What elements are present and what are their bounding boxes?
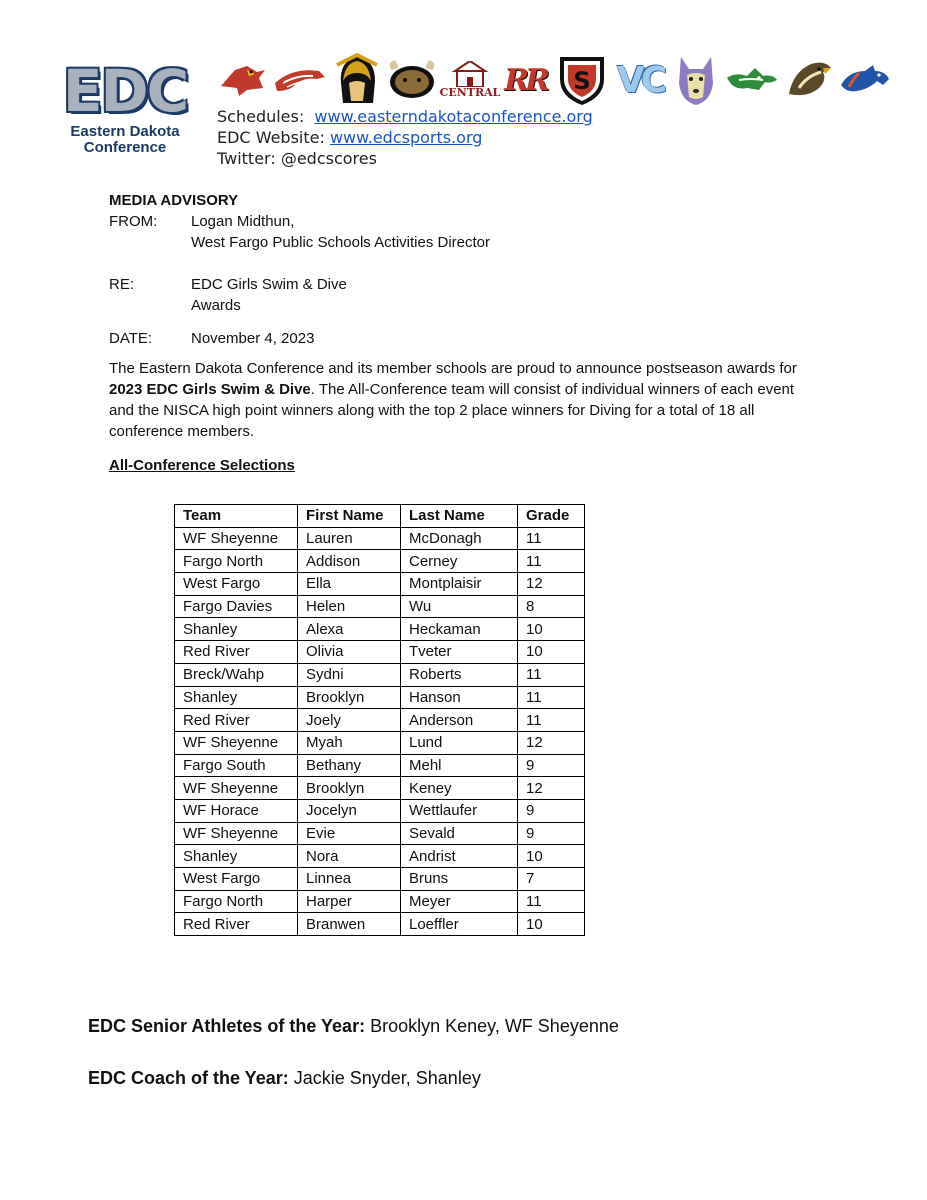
bulldog-icon bbox=[724, 52, 780, 108]
cell-first-name: Sydni bbox=[298, 663, 401, 686]
header-last-name: Last Name bbox=[401, 505, 518, 528]
cell-team: West Fargo bbox=[175, 573, 298, 596]
cell-grade: 9 bbox=[518, 822, 585, 845]
schedules-label: Schedules: bbox=[217, 107, 305, 126]
table-row bbox=[175, 595, 585, 618]
re-line2: Awards bbox=[191, 297, 241, 314]
cell-last-name: Wettlaufer bbox=[401, 799, 518, 822]
all-conference-table bbox=[174, 504, 585, 936]
cell-first-name: Nora bbox=[298, 845, 401, 868]
header-grade: Grade bbox=[518, 505, 585, 528]
contact-info bbox=[217, 106, 593, 169]
cell-team: WF Sheyenne bbox=[175, 777, 298, 800]
husky-icon bbox=[670, 52, 722, 108]
table-row bbox=[175, 868, 585, 891]
cell-first-name: Ella bbox=[298, 573, 401, 596]
cell-team: WF Horace bbox=[175, 799, 298, 822]
from-name: Logan Midthun, bbox=[191, 213, 295, 230]
table-row bbox=[175, 777, 585, 800]
paragraph-text-1: The Eastern Dakota Conference and its member schools are proud to announce postseason awards for bbox=[109, 360, 797, 377]
table-row bbox=[175, 527, 585, 550]
cell-grade: 10 bbox=[518, 618, 585, 641]
vc-logo-text: VC bbox=[616, 59, 664, 101]
date-value: November 4, 2023 bbox=[191, 330, 315, 347]
red-cardinal-icon bbox=[216, 52, 268, 108]
table-row bbox=[175, 731, 585, 754]
table-row bbox=[175, 618, 585, 641]
central-logo-text: CENTRAL bbox=[439, 86, 501, 99]
cell-last-name: Keney bbox=[401, 777, 518, 800]
table-row bbox=[175, 890, 585, 913]
senior-award-label: EDC Senior Athletes of the Year: bbox=[88, 1016, 366, 1036]
cell-last-name: Bruns bbox=[401, 868, 518, 891]
cell-grade: 12 bbox=[518, 573, 585, 596]
cell-grade: 11 bbox=[518, 890, 585, 913]
table-row bbox=[175, 573, 585, 596]
website-link[interactable]: www.edcsports.org bbox=[329, 128, 483, 147]
logo-name-line2: Conference bbox=[83, 139, 167, 156]
table-row bbox=[175, 799, 585, 822]
spartan-helmet-icon bbox=[332, 52, 382, 108]
cell-grade: 10 bbox=[518, 913, 585, 936]
shield-s-letter: S bbox=[573, 67, 591, 95]
cell-first-name: Helen bbox=[298, 595, 401, 618]
cell-team: Fargo North bbox=[175, 890, 298, 913]
schedules-link[interactable]: www.easterndakotaconference.org bbox=[314, 107, 593, 126]
logo-name-line1: Eastern Dakota bbox=[70, 123, 180, 140]
bison-icon bbox=[384, 52, 440, 108]
header-team: Team bbox=[175, 505, 298, 528]
header-first-name: First Name bbox=[298, 505, 401, 528]
re-label: RE: bbox=[109, 276, 135, 293]
re-row bbox=[109, 274, 819, 316]
cell-team: WF Sheyenne bbox=[175, 527, 298, 550]
falcon-icon bbox=[782, 52, 836, 108]
cell-team: Fargo North bbox=[175, 550, 298, 573]
edc-logo bbox=[50, 57, 200, 156]
table-row bbox=[175, 641, 585, 664]
cell-team: Red River bbox=[175, 709, 298, 732]
eagle-head-icon bbox=[272, 52, 328, 108]
cell-first-name: Brooklyn bbox=[298, 777, 401, 800]
cell-last-name: Lund bbox=[401, 731, 518, 754]
website-line bbox=[217, 127, 593, 148]
shield-s-icon bbox=[554, 52, 610, 108]
table-row bbox=[175, 686, 585, 709]
section-title: All-Conference Selections bbox=[109, 457, 295, 474]
cell-grade: 11 bbox=[518, 709, 585, 732]
website-label: EDC Website: bbox=[217, 128, 325, 147]
senior-athlete-award bbox=[88, 1016, 619, 1037]
senior-award-value: Brooklyn Keney, WF Sheyenne bbox=[365, 1016, 619, 1036]
from-label: FROM: bbox=[109, 213, 158, 230]
cell-grade: 11 bbox=[518, 686, 585, 709]
cell-team: WF Sheyenne bbox=[175, 822, 298, 845]
re-line1: EDC Girls Swim & Dive bbox=[191, 276, 347, 293]
announcement-paragraph bbox=[109, 358, 819, 442]
cell-team: Fargo Davies bbox=[175, 595, 298, 618]
advisory-title: MEDIA ADVISORY bbox=[109, 192, 239, 209]
table-row bbox=[175, 754, 585, 777]
date-label: DATE: bbox=[109, 330, 153, 347]
cell-last-name: Sevald bbox=[401, 822, 518, 845]
cell-first-name: Addison bbox=[298, 550, 401, 573]
cell-team: Red River bbox=[175, 913, 298, 936]
cell-last-name: Cerney bbox=[401, 550, 518, 573]
central-logo-icon bbox=[439, 52, 501, 108]
table-row bbox=[175, 913, 585, 936]
paragraph-text-2: . The All-Conference team will consist of individual winners of each event and the NISCA high point winners along with the top 2 place winners for Diving for a total of 18 all conference members. bbox=[109, 381, 795, 440]
member-school-logos bbox=[214, 52, 894, 108]
schedules-line bbox=[217, 106, 593, 127]
cell-first-name: Linnea bbox=[298, 868, 401, 891]
cell-grade: 9 bbox=[518, 799, 585, 822]
cell-grade: 7 bbox=[518, 868, 585, 891]
cell-last-name: Wu bbox=[401, 595, 518, 618]
cell-last-name: Heckaman bbox=[401, 618, 518, 641]
cell-team: WF Sheyenne bbox=[175, 731, 298, 754]
date-row bbox=[109, 328, 819, 349]
cell-last-name: Montplaisir bbox=[401, 573, 518, 596]
cell-grade: 8 bbox=[518, 595, 585, 618]
coach-award-label: EDC Coach of the Year: bbox=[88, 1068, 289, 1088]
cell-grade: 10 bbox=[518, 641, 585, 664]
cell-first-name: Bethany bbox=[298, 754, 401, 777]
cell-grade: 11 bbox=[518, 527, 585, 550]
cell-team: Shanley bbox=[175, 845, 298, 868]
cell-team: Breck/Wahp bbox=[175, 663, 298, 686]
cell-team: West Fargo bbox=[175, 868, 298, 891]
cell-team: Fargo South bbox=[175, 754, 298, 777]
red-river-logo-icon bbox=[498, 52, 552, 108]
cell-first-name: Joely bbox=[298, 709, 401, 732]
coach-award-value: Jackie Snyder, Shanley bbox=[288, 1068, 481, 1088]
cell-first-name: Branwen bbox=[298, 913, 401, 936]
twitter-line: Twitter: @edcscores bbox=[217, 149, 377, 168]
cell-last-name: Roberts bbox=[401, 663, 518, 686]
cell-last-name: Mehl bbox=[401, 754, 518, 777]
cell-first-name: Jocelyn bbox=[298, 799, 401, 822]
cell-first-name: Alexa bbox=[298, 618, 401, 641]
cell-grade: 11 bbox=[518, 550, 585, 573]
table-body bbox=[175, 527, 585, 935]
table-row bbox=[175, 550, 585, 573]
cell-grade: 12 bbox=[518, 777, 585, 800]
cell-team: Red River bbox=[175, 641, 298, 664]
mustang-icon bbox=[838, 52, 892, 108]
cell-first-name: Harper bbox=[298, 890, 401, 913]
vc-logo-icon bbox=[612, 52, 668, 108]
table-header-row bbox=[175, 505, 585, 528]
media-advisory bbox=[109, 190, 819, 476]
cell-last-name: Tveter bbox=[401, 641, 518, 664]
cell-grade: 11 bbox=[518, 663, 585, 686]
cell-last-name: Loeffler bbox=[401, 913, 518, 936]
cell-grade: 12 bbox=[518, 731, 585, 754]
table-row bbox=[175, 845, 585, 868]
logo-mark: EDC bbox=[62, 57, 188, 125]
cell-first-name: Olivia bbox=[298, 641, 401, 664]
cell-last-name: McDonagh bbox=[401, 527, 518, 550]
cell-last-name: Meyer bbox=[401, 890, 518, 913]
cell-last-name: Andrist bbox=[401, 845, 518, 868]
cell-first-name: Myah bbox=[298, 731, 401, 754]
table-row bbox=[175, 663, 585, 686]
cell-last-name: Hanson bbox=[401, 686, 518, 709]
cell-grade: 9 bbox=[518, 754, 585, 777]
red-river-logo-text: RR bbox=[504, 62, 546, 98]
cell-first-name: Brooklyn bbox=[298, 686, 401, 709]
table-row bbox=[175, 822, 585, 845]
from-row bbox=[109, 211, 819, 253]
cell-last-name: Anderson bbox=[401, 709, 518, 732]
cell-grade: 10 bbox=[518, 845, 585, 868]
cell-team: Shanley bbox=[175, 618, 298, 641]
table-row bbox=[175, 709, 585, 732]
from-title: West Fargo Public Schools Activities Director bbox=[191, 234, 490, 251]
cell-first-name: Evie bbox=[298, 822, 401, 845]
cell-team: Shanley bbox=[175, 686, 298, 709]
paragraph-bold: 2023 EDC Girls Swim & Dive bbox=[109, 381, 311, 398]
coach-award bbox=[88, 1068, 481, 1089]
cell-first-name: Lauren bbox=[298, 527, 401, 550]
